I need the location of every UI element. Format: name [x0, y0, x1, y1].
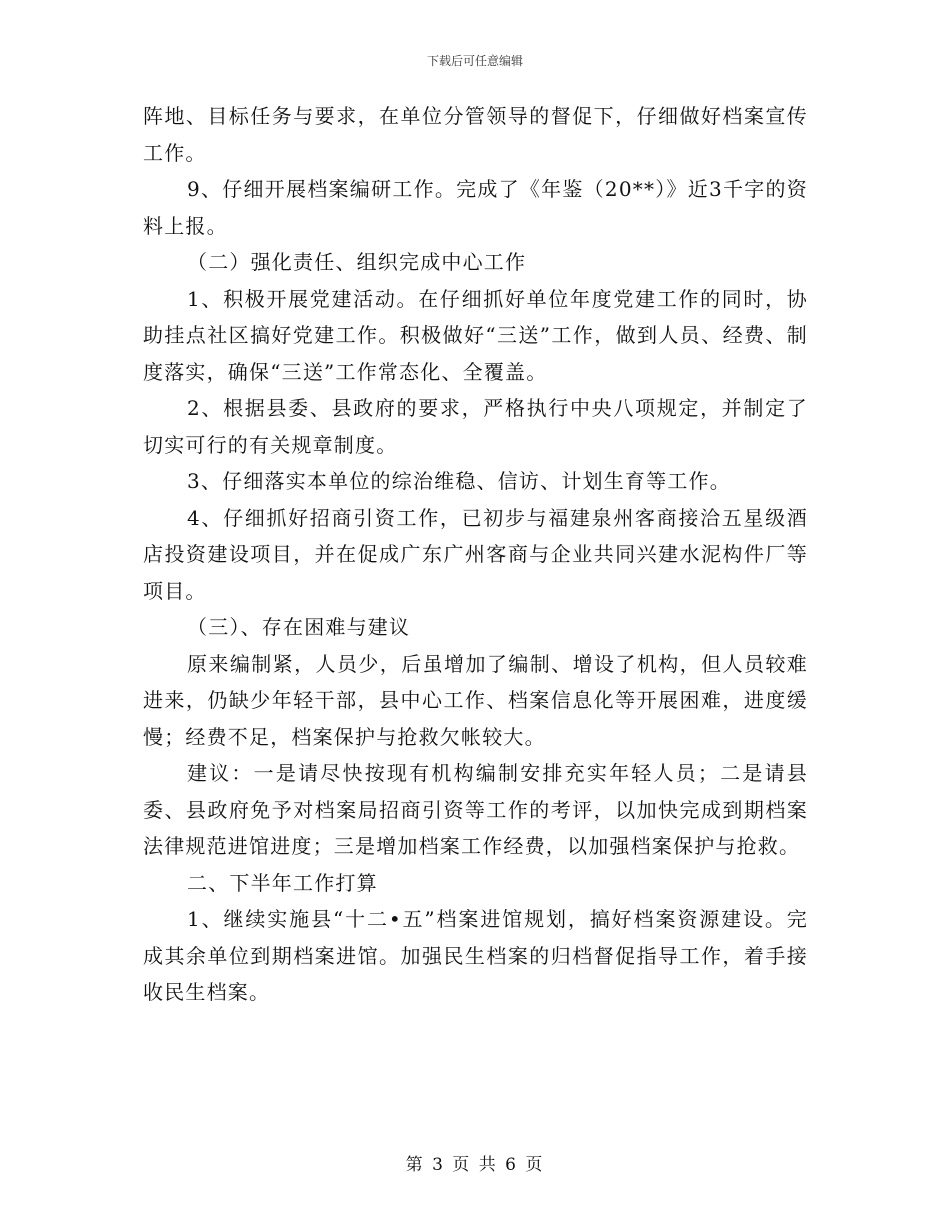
section-heading: （二）强化责任、组织完成中心工作: [187, 250, 527, 274]
paragraph: 1、继续实施县“十二•五”档案进馆规划，搞好档案资源建设。完成其余单位到期档案进馆。加强民生档案的归档督促指导工作，着手接收民生档案。: [143, 907, 808, 1004]
document-body: [143, 98, 808, 1011]
paragraph: 原来编制紧，人员少，后虽增加了编制、增设了机构，但人员较难进来，仍缺少年轻干部，县中心工作、档案信息化等开展困难，进度缓慢；经费不足，档案保护与抢救欠帐较大。: [143, 651, 808, 749]
paragraph: 1、积极开展党建活动。在仔细抓好单位年度党建工作的同时，协助挂点社区搞好党建工作。积极做好“三送”工作，做到人员、经费、制度落实，确保“三送”工作常态化、全覆盖。: [143, 286, 808, 384]
paragraph: 3、仔细落实本单位的综治维稳、信访、计划生育等工作。: [187, 469, 731, 493]
paragraph: 9、仔细开展档案编研工作。完成了《年鉴（20**）》近3千字的资料上报。: [143, 177, 808, 238]
paragraph: 建议：一是请尽快按现有机构编制安排充实年轻人员；二是请县委、县政府免予对档案局招商引资等工作的考评，以加快完成到期档案法律规范进馆进度；三是增加档案工作经费，以加强档案保护与抢救。: [143, 761, 808, 858]
paragraph: 4、仔细抓好招商引资工作，已初步与福建泉州客商接洽五星级酒店投资建设项目，并在促成广东广州客商与企业共同兴建水泥构件厂等项目。: [143, 505, 808, 603]
paragraph: 2、根据县委、县政府的要求，严格执行中央八项规定，并制定了切实可行的有关规章制度。: [143, 396, 808, 457]
page-header: 下载后可任意编辑: [426, 54, 523, 68]
section-heading: （三）、存在困难与建议: [187, 615, 411, 639]
paragraph: 阵地、目标任务与要求，在单位分管领导的督促下，仔细做好档案宣传工作。: [143, 104, 808, 165]
section-heading: 二、下半年工作打算: [187, 870, 378, 895]
page-number-footer: 第 3 页 共 6 页: [405, 1155, 545, 1175]
